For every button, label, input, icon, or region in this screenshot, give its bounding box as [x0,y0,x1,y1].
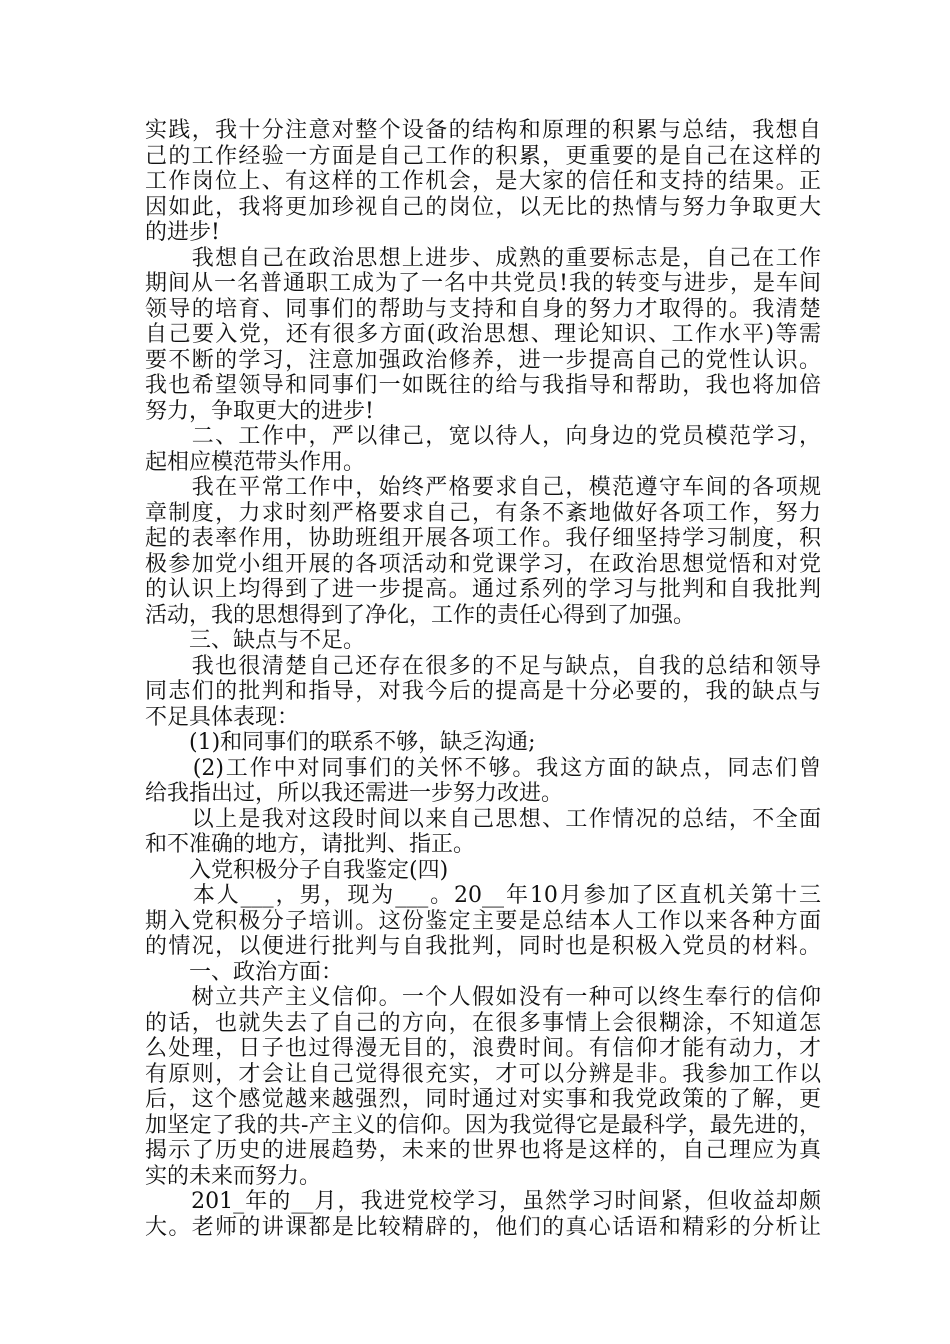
text-line: 自己要入党，还有很多方面(政治思想、理论知识、工作水平)等需 [145,322,821,347]
text-line: 同志们的批判和指导，对我今后的提高是十分必要的，我的缺点与 [145,679,821,704]
text-line: 以上是我对这段时间以来自己思想、工作情况的总结，不全面 [145,806,821,832]
text-line: 本人___，男，现为___。20__年10月参加了区直机关第十三 [145,883,821,908]
text-line: (1)和同事们的联系不够，缺乏沟通; [145,730,536,755]
text-line: 领导的培育、同事们的帮助与支持和自身的努力才取得的。我清楚 [145,296,821,322]
text-line: 后，这个感觉越来越强烈，同时通过对实事和我党政策的了解，更 [145,1087,821,1112]
text-line: 和不准确的地方，请批判、指正。 [145,832,476,857]
text-line: 起相应模范带头作用。 [145,449,366,475]
text-line: 要不断的学习，注意加强政治修养，进一步提高自己的党性认识。 [145,347,821,373]
text-line: 三、缺点与不足。 [145,628,366,653]
text-line: 期间从一名普通职工成为了一名中共党员!我的转变与进步，是车间 [145,271,821,296]
text-line: 章制度，力求时刻严格要求自己，有条不紊地做好各项工作，努力 [145,500,821,526]
section-heading: 一、政治方面： [145,959,344,985]
text-line: 不足具体表现： [145,704,300,730]
text-line: 我也很清楚自己还存在很多的不足与缺点，自我的总结和领导 [145,653,821,679]
text-line: 的情况，以便进行批判与自我批判，同时也是积极入党员的材料。 [145,934,821,959]
text-line: 实的未来而努力。 [145,1163,322,1189]
text-line: 实践，我十分注意对整个设备的结构和原理的积累与总结，我想自 [145,118,821,143]
text-line: 大。老师的讲课都是比较精辟的，他们的真心话语和精彩的分析让 [145,1214,821,1240]
text-line: 二、工作中，严以律己，宽以待人，向身边的党员模范学习， [145,424,821,449]
text-line: 201_年的__月，我进党校学习，虽然学习时间紧，但收益却颇 [145,1189,821,1214]
text-line: 的认识上均得到了进一步提高。通过系列的学习与批判和自我批判 [145,577,821,602]
text-line: 揭示了历史的进展趋势，未来的世界也将是这样的，自己理应为真 [145,1138,821,1163]
section-heading: 入党积极分子自我鉴定(四) [145,857,449,883]
text-line: 因如此，我将更加珍视自己的岗位，以无比的热情与努力争取更大 [145,194,821,220]
text-line: 有原则，才会让自己觉得很充实，才可以分辨是非。我参加工作以 [145,1061,821,1087]
text-line: 的话，也就失去了自己的方向，在很多事情上会很糊涂，不知道怎 [145,1010,821,1036]
text-line: 期入党积极分子培训。这份鉴定主要是总结本人工作以来各种方面 [145,908,821,934]
document-body [145,118,821,1240]
text-line: 起的表率作用，协助班组开展各项工作。我仔细坚持学习制度，积 [145,526,821,551]
text-line: 加坚定了我的共-产主义的信仰。因为我觉得它是最科学，最先进的， [145,1112,821,1138]
text-line: 的进步! [145,220,220,245]
text-line: 给我指出过，所以我还需进一步努力改进。 [145,781,564,806]
text-line: 我也希望领导和同事们一如既往的给与我指导和帮助，我也将加倍 [145,373,821,398]
text-line: 极参加党小组开展的各项活动和党课学习，在政治思想觉悟和对党 [145,551,821,577]
text-line: 么处理，日子也过得漫无目的，浪费时间。有信仰才能有动力，才 [145,1036,821,1061]
text-line: 活动，我的思想得到了净化，工作的责任心得到了加强。 [145,602,696,628]
text-line: 树立共产主义信仰。一个人假如没有一种可以终生奉行的信仰 [145,985,821,1010]
text-line: 己的工作经验一方面是自己工作的积累，更重要的是自己在这样的 [145,143,821,169]
text-line: 努力，争取更大的进步! [145,398,374,424]
text-line: 我想自己在政治思想上进步、成熟的重要标志是，自己在工作 [145,245,821,271]
text-line: 我在平常工作中，始终严格要求自己，模范遵守车间的各项规 [145,475,821,500]
text-line: 工作岗位上、有这样的工作机会，是大家的信任和支持的结果。正 [145,169,821,194]
text-line: (2)工作中对同事们的关怀不够。我这方面的缺点，同志们曾 [145,755,821,781]
